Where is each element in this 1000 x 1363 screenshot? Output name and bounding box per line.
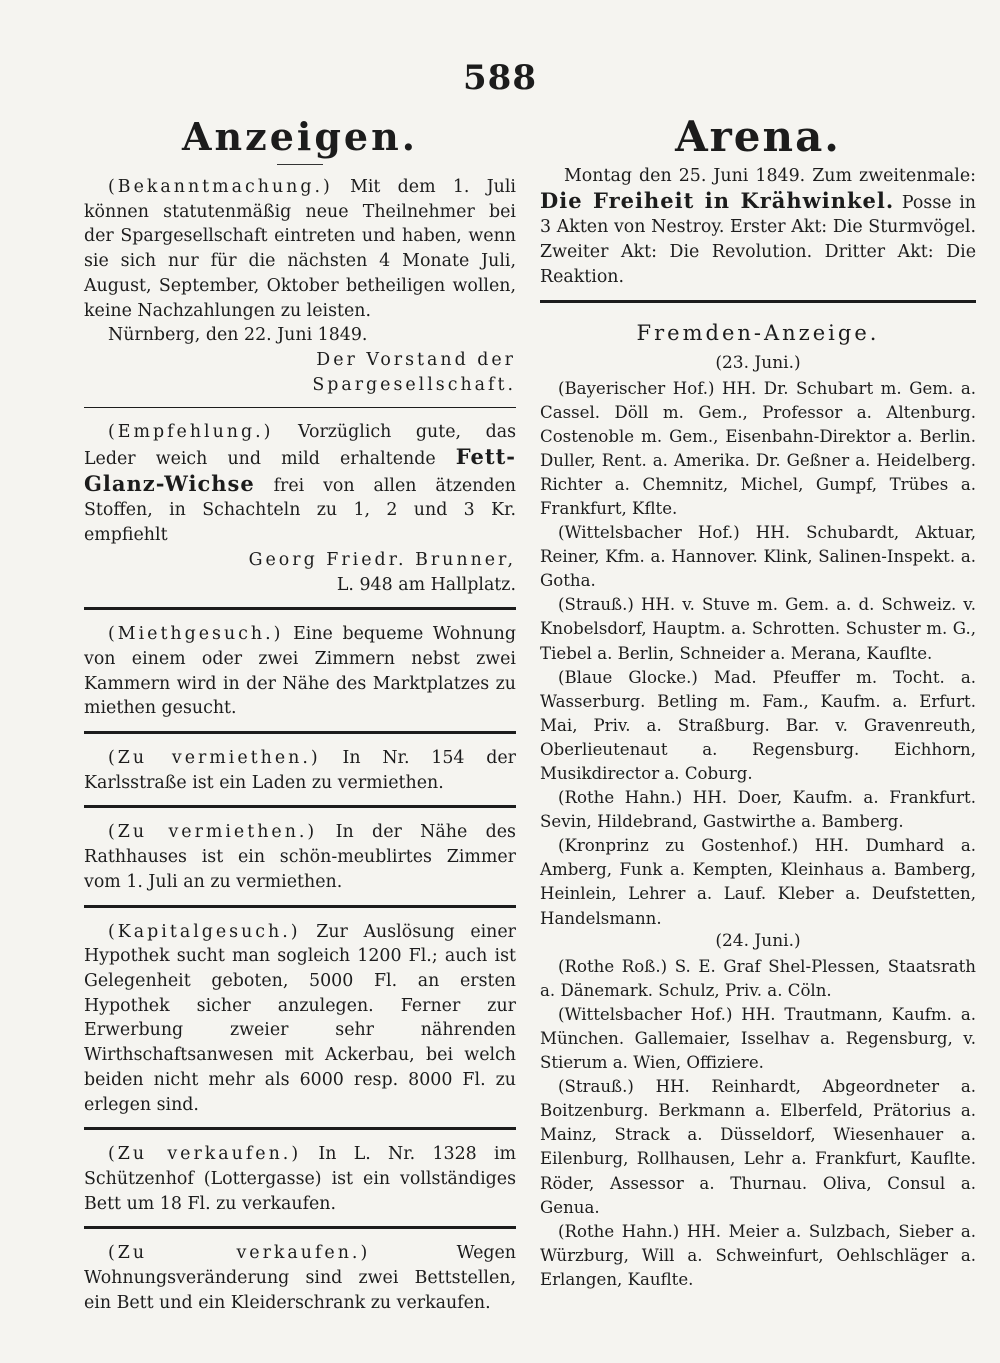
list-item: (Rothe Roß.) S. E. Graf Shel-Plessen, Staatsrath a. Dänemark. Schulz, Priv. a. Cöln. xyxy=(540,956,976,1000)
list-item: (Strauß.) HH. Reinhardt, Abgeordneter a. Boitzenburg. Berkmann a. Elberfeld, Prätorius a. Mainz, Strack a. Düsseldorf, Wiesenhauer a. Eilenburg, Rollhausen, Lehr a. Frankfurt, Kauflte. Röder, Assessor a. Thurnau. Oliva, Consul a. Genua. xyxy=(540,1077,976,1217)
ad-heading: (Zu vermiethen.) xyxy=(108,748,321,769)
right-column xyxy=(540,112,976,1292)
ad-heading: (Zu vermiethen.) xyxy=(108,822,318,843)
ad-zu-vermiethen-1 xyxy=(84,746,516,795)
ad-heading: (Bekanntmachung.) xyxy=(108,177,333,197)
ad-place-date: Nürnberg, den 22. Juni 1849. xyxy=(108,325,368,346)
ad-text: In Nr. 154 der Karlsstraße ist ein Laden zu vermiethen. xyxy=(84,748,516,793)
divider xyxy=(84,731,516,734)
ad-text: In L. Nr. 1328 im Schützenhof (Lottergasse) ist ein vollständiges Bett um 18 Fl. zu verkaufen. xyxy=(84,1144,517,1214)
list-item: (Wittelsbacher Hof.) HH. Trautmann, Kaufm. a. München. Gallemaier, Isselhav a. Regensburg, v. Stierum a. Wien, Offiziere. xyxy=(540,1004,976,1073)
arena-notice xyxy=(540,164,976,290)
divider xyxy=(540,300,976,303)
divider xyxy=(84,407,516,408)
arena-title: Arena. xyxy=(675,112,841,161)
ad-zu-vermiethen-2 xyxy=(84,820,516,894)
list-item: (Rothe Hahn.) HH. Doer, Kaufm. a. Frankfurt. Sevin, Hildebrand, Gastwirthe a. Bamberg. xyxy=(540,788,976,832)
ad-text: Mit dem 1. Juli können statutenmäßig neue Theilnehmer bei der Spargesellschaft eintreten und haben, wenn sie sich nur für die nächsten 4 Monate Juli, August, September, Oktober betheiligen wollen, keine Nachzahlungen zu leisten. xyxy=(84,177,516,321)
ad-heading: (Miethgesuch.) xyxy=(108,624,284,645)
ad-miethgesuch xyxy=(84,622,516,721)
arena-text: Montag den 25. Juni 1849. Zum zweitenmale: xyxy=(564,166,976,186)
anzeigen-title: Anzeigen. xyxy=(182,114,418,159)
date-heading: (24. Juni.) xyxy=(715,930,801,951)
arena-play-title: Die Freiheit in Krähwinkel. xyxy=(540,187,895,213)
ad-text: In der Nähe des Rathhauses ist ein schön-meublirtes Zimmer vom 1. Juli an zu vermiethen. xyxy=(84,822,516,892)
divider xyxy=(84,607,516,610)
ad-product: Fett-Glanz-Wichse xyxy=(84,444,517,496)
ad-empfehlung xyxy=(84,420,516,597)
ad-heading: (Zu verkaufen.) xyxy=(108,1144,302,1165)
divider xyxy=(84,905,516,908)
divider xyxy=(84,1127,516,1130)
list-item: (Bayerischer Hof.) HH. Dr. Schubart m. Gem. a. Cassel. Döll m. Gem., Professor a. Altenburg. Costenoble m. Gem., Eisenbahn-Direktor a. Berlin. Duller, Rent. a. Amerika. Dr. Geßner a. Heidelberg. Richter a. Chemnitz, Michel, Gumpf, Trübes a. Frankfurt, Kflte. xyxy=(540,378,976,518)
ad-heading: (Kapitalgesuch.) xyxy=(108,921,301,942)
ad-kapitalgesuch xyxy=(84,920,516,1118)
ad-text: Eine bequeme Wohnung von einem oder zwei Zimmern nebst zwei Kammern wird in der Nähe des Marktplatzes zu miethen gesucht. xyxy=(84,624,517,719)
ad-text: Zur Auslösung einer Hypothek sucht man sogleich 1200 Fl.; auch ist Gelegenheit geboten, 5000 Fl. an ersten Hypothek sicher anzulegen. Ferner zur Erwerbung zweier sehr nährenden Wirthschaftsanwesen mit Ackerbau, bei welch beiden nicht mehr als 6000 resp. 8000 Fl. zu erlegen sind. xyxy=(84,921,516,1115)
ad-text: frei von allen ätzenden Stoffen, in Schachteln zu 1, 2 und 3 Kr. empfiehlt xyxy=(84,475,516,546)
fremden-list-day1 xyxy=(540,377,976,931)
ad-text: Vorzüglich gute, das Leder weich und mild erhaltende xyxy=(84,422,516,470)
ad-signature-name: Georg Friedr. Brunner, xyxy=(248,549,516,570)
ad-heading: (Zu verkaufen.) xyxy=(108,1243,371,1264)
left-column xyxy=(84,112,516,1315)
list-item: (Strauß.) HH. v. Stuve m. Gem. a. d. Schweiz. v. Knobelsdorf, Hauptm. a. Schrotten. Schuster m. G., Tiebel a. Berlin, Schneider a. Merana, Kauflte. xyxy=(540,595,976,663)
list-item: (Kronprinz zu Gostenhof.) HH. Dumhard a. Amberg, Funk a. Kempten, Kleinhaus a. Bamberg, Heinlein, Lehrer a. Lauf. Kleber a. Deufstetten, Handelsmann. xyxy=(540,836,976,928)
divider xyxy=(84,1226,516,1229)
list-item: (Rothe Hahn.) HH. Meier a. Sulzbach, Sieber a. Würzburg, Will a. Schweinfurt, Oehlschläger a. Erlangen, Kauflte. xyxy=(540,1221,976,1289)
fremden-anzeige-title: Fremden-Anzeige. xyxy=(636,320,880,345)
list-item: (Blaue Glocke.) Mad. Pfeuffer m. Tocht. a. Wasserburg. Betling m. Fam., Kaufm. a. Erfurt. Mai, Priv. a. Straßburg. Bar. v. Gravenreuth, Oberlieutenaut a. Regensburg. Eichhorn, Musikdirector a. Coburg. xyxy=(540,667,976,784)
ad-heading: (Empfehlung.) xyxy=(108,422,274,443)
fremden-list-day2 xyxy=(540,955,976,1292)
divider xyxy=(84,805,516,808)
list-item: (Wittelsbacher Hof.) HH. Schubardt, Aktuar, Reiner, Kfm. a. Hannover. Klink, Salinen-Inspekt. a. Gotha. xyxy=(540,523,976,591)
arena-text: Posse in 3 Akten von Nestroy. Erster Akt: Die Sturmvögel. Zweiter Akt: Die Revolution. Dritter Akt: Die Reaktion. xyxy=(540,192,976,287)
page-number: 588 xyxy=(463,58,537,98)
ad-zu-verkaufen-2 xyxy=(84,1241,516,1315)
ad-signature-address: L. 948 am Hallplatz. xyxy=(336,574,516,595)
ad-zu-verkaufen-1 xyxy=(84,1142,516,1216)
ad-bekanntmachung xyxy=(84,175,516,397)
date-heading: (23. Juni.) xyxy=(715,352,801,373)
ad-text: Wegen Wohnungsveränderung sind zwei Bettstellen, ein Bett und ein Kleiderschrank zu verkaufen. xyxy=(84,1243,516,1313)
ad-signature: Der Vorstand der Spargesellschaft. xyxy=(312,349,516,395)
title-rule xyxy=(277,164,323,165)
